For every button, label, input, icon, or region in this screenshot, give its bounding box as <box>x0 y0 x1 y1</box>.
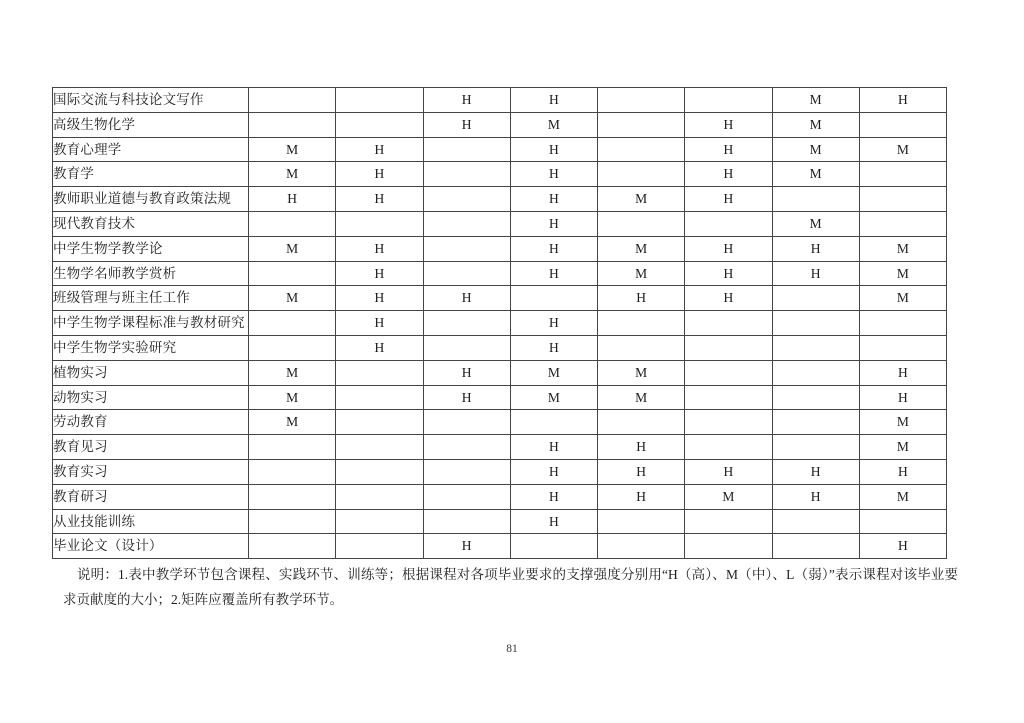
course-name-cell: 现代教育技术 <box>53 211 249 236</box>
support-level-cell <box>685 311 772 336</box>
support-level-cell: M <box>772 211 859 236</box>
support-level-cell <box>859 335 946 360</box>
support-level-cell: H <box>598 459 685 484</box>
support-level-cell <box>510 410 597 435</box>
support-level-cell <box>685 211 772 236</box>
support-level-cell: H <box>423 112 510 137</box>
course-name-cell: 教育研习 <box>53 484 249 509</box>
matrix-body <box>53 88 947 559</box>
support-level-cell <box>423 435 510 460</box>
support-level-cell: H <box>336 137 423 162</box>
support-level-cell: H <box>423 360 510 385</box>
support-level-cell <box>423 236 510 261</box>
support-level-cell: H <box>598 286 685 311</box>
support-level-cell: H <box>859 88 946 113</box>
support-level-cell <box>423 162 510 187</box>
support-level-cell <box>859 311 946 336</box>
support-level-cell <box>598 410 685 435</box>
support-level-cell <box>598 162 685 187</box>
course-name-cell: 班级管理与班主任工作 <box>53 286 249 311</box>
course-name-cell: 毕业论文（设计） <box>53 534 249 559</box>
support-level-cell: M <box>859 137 946 162</box>
support-level-cell: H <box>510 311 597 336</box>
page-number: 81 <box>506 643 518 655</box>
support-level-cell <box>859 162 946 187</box>
support-level-cell: H <box>510 88 597 113</box>
table-row <box>53 360 947 385</box>
course-name-cell: 动物实习 <box>53 385 249 410</box>
course-name-cell: 植物实习 <box>53 360 249 385</box>
support-level-cell: M <box>685 484 772 509</box>
support-level-cell: M <box>772 88 859 113</box>
table-row <box>53 112 947 137</box>
support-level-cell <box>423 484 510 509</box>
support-level-cell: H <box>423 385 510 410</box>
support-level-cell: M <box>859 286 946 311</box>
table-row <box>53 286 947 311</box>
support-level-cell <box>423 261 510 286</box>
support-level-cell: H <box>510 509 597 534</box>
support-level-cell <box>249 534 336 559</box>
support-level-cell: H <box>685 137 772 162</box>
support-level-cell: H <box>685 162 772 187</box>
support-level-cell: M <box>772 137 859 162</box>
support-level-cell: H <box>685 236 772 261</box>
support-level-cell: H <box>510 187 597 212</box>
support-level-cell: M <box>859 484 946 509</box>
support-level-cell: H <box>510 261 597 286</box>
support-level-cell <box>249 509 336 534</box>
course-name-cell: 教师职业道德与教育政策法规 <box>53 187 249 212</box>
table-row <box>53 211 947 236</box>
support-level-cell: M <box>249 286 336 311</box>
support-level-cell <box>772 335 859 360</box>
table-row <box>53 484 947 509</box>
table-row <box>53 335 947 360</box>
support-level-cell: H <box>772 236 859 261</box>
support-level-cell: H <box>510 137 597 162</box>
support-level-cell: M <box>598 261 685 286</box>
course-name-cell: 中学生物学实验研究 <box>53 335 249 360</box>
support-level-cell <box>249 261 336 286</box>
support-level-cell <box>598 335 685 360</box>
support-level-cell <box>336 385 423 410</box>
support-level-cell: H <box>510 435 597 460</box>
support-level-cell: H <box>772 459 859 484</box>
support-level-cell: M <box>859 261 946 286</box>
support-level-cell <box>336 509 423 534</box>
course-name-cell: 国际交流与科技论文写作 <box>53 88 249 113</box>
support-level-cell <box>859 509 946 534</box>
support-level-cell <box>598 211 685 236</box>
table-row <box>53 311 947 336</box>
support-level-cell: M <box>249 137 336 162</box>
support-level-cell: H <box>510 236 597 261</box>
support-level-cell: H <box>336 311 423 336</box>
support-level-cell: M <box>249 360 336 385</box>
support-level-cell <box>772 360 859 385</box>
support-level-cell <box>336 88 423 113</box>
support-level-cell: M <box>859 435 946 460</box>
course-name-cell: 从业技能训练 <box>53 509 249 534</box>
support-level-cell: H <box>423 88 510 113</box>
support-level-cell: H <box>772 484 859 509</box>
support-level-cell <box>598 88 685 113</box>
course-name-cell: 中学生物学课程标准与教材研究 <box>53 311 249 336</box>
table-row <box>53 410 947 435</box>
support-level-cell <box>249 311 336 336</box>
support-level-cell: H <box>336 261 423 286</box>
support-level-cell <box>772 385 859 410</box>
support-level-cell <box>336 112 423 137</box>
support-level-cell: H <box>336 286 423 311</box>
support-level-cell <box>249 211 336 236</box>
table-row <box>53 137 947 162</box>
course-name-cell: 高级生物化学 <box>53 112 249 137</box>
support-level-cell: H <box>510 211 597 236</box>
support-level-cell <box>859 187 946 212</box>
table-row <box>53 187 947 212</box>
support-level-cell: M <box>249 162 336 187</box>
support-level-cell <box>859 112 946 137</box>
table-row <box>53 261 947 286</box>
support-level-cell: H <box>510 459 597 484</box>
support-level-cell <box>423 137 510 162</box>
support-level-cell <box>685 435 772 460</box>
support-level-cell: M <box>510 112 597 137</box>
support-level-cell: H <box>685 459 772 484</box>
support-level-cell <box>423 211 510 236</box>
support-level-cell <box>772 311 859 336</box>
course-name-cell: 教育心理学 <box>53 137 249 162</box>
support-level-cell: M <box>598 187 685 212</box>
support-level-cell: H <box>336 162 423 187</box>
support-level-cell <box>685 534 772 559</box>
support-level-cell: H <box>772 261 859 286</box>
course-name-cell: 教育实习 <box>53 459 249 484</box>
support-level-cell: H <box>336 335 423 360</box>
support-level-cell <box>685 360 772 385</box>
course-name-cell: 中学生物学教学论 <box>53 236 249 261</box>
table-row <box>53 435 947 460</box>
course-name-cell: 生物学名师教学赏析 <box>53 261 249 286</box>
support-level-cell <box>423 459 510 484</box>
support-level-cell: H <box>510 335 597 360</box>
support-level-cell <box>423 187 510 212</box>
support-level-cell: H <box>859 360 946 385</box>
support-level-cell: M <box>772 112 859 137</box>
support-level-cell: M <box>598 385 685 410</box>
support-level-cell <box>685 410 772 435</box>
support-level-cell: H <box>423 286 510 311</box>
table-row <box>53 534 947 559</box>
support-level-cell <box>423 509 510 534</box>
support-level-cell <box>772 286 859 311</box>
support-level-cell <box>772 410 859 435</box>
support-level-cell <box>423 335 510 360</box>
support-level-cell <box>336 360 423 385</box>
support-level-cell: H <box>598 484 685 509</box>
support-level-cell: M <box>249 410 336 435</box>
support-level-cell <box>336 211 423 236</box>
support-level-cell <box>859 211 946 236</box>
course-name-cell: 教育学 <box>53 162 249 187</box>
support-level-cell <box>685 509 772 534</box>
support-level-cell <box>772 534 859 559</box>
support-level-cell: H <box>423 534 510 559</box>
support-level-cell: H <box>598 435 685 460</box>
support-level-cell: M <box>859 410 946 435</box>
support-level-cell <box>249 112 336 137</box>
support-level-cell <box>249 435 336 460</box>
support-level-cell <box>685 335 772 360</box>
support-level-cell <box>249 335 336 360</box>
support-level-cell: H <box>859 459 946 484</box>
table-row <box>53 459 947 484</box>
support-level-cell <box>598 534 685 559</box>
table-row <box>53 162 947 187</box>
support-level-cell: M <box>598 236 685 261</box>
support-level-cell <box>336 484 423 509</box>
support-level-cell <box>510 286 597 311</box>
table-footnote: 说明：1.表中教学环节包含课程、实践环节、训练等；根据课程对各项毕业要求的支撑强度分别用“H（高）、M（中）、L（弱）”表示课程对该毕业要求贡献度的大小；2.矩阵应覆盖所有教学环节。 <box>63 567 958 607</box>
support-level-cell: H <box>510 162 597 187</box>
support-level-cell <box>249 459 336 484</box>
support-level-cell <box>336 410 423 435</box>
support-level-cell: H <box>336 187 423 212</box>
support-level-cell: M <box>772 162 859 187</box>
support-level-cell: H <box>859 385 946 410</box>
support-level-cell: M <box>598 360 685 385</box>
support-level-cell: H <box>859 534 946 559</box>
support-level-cell <box>598 509 685 534</box>
support-level-cell: H <box>685 112 772 137</box>
table-row <box>53 88 947 113</box>
support-level-cell <box>598 137 685 162</box>
table-row <box>53 509 947 534</box>
support-level-cell <box>336 435 423 460</box>
support-level-cell <box>249 484 336 509</box>
support-level-cell: H <box>336 236 423 261</box>
support-level-cell <box>336 534 423 559</box>
support-level-cell <box>598 311 685 336</box>
course-name-cell: 劳动教育 <box>53 410 249 435</box>
support-level-cell: M <box>510 360 597 385</box>
support-level-cell: M <box>859 236 946 261</box>
table-row <box>53 385 947 410</box>
support-level-cell <box>685 88 772 113</box>
support-level-cell <box>772 187 859 212</box>
support-level-cell <box>598 112 685 137</box>
support-level-cell: M <box>249 236 336 261</box>
support-level-cell <box>685 385 772 410</box>
support-level-cell: M <box>510 385 597 410</box>
support-level-cell <box>336 459 423 484</box>
course-name-cell: 教育见习 <box>53 435 249 460</box>
support-level-cell <box>423 410 510 435</box>
support-level-cell: H <box>510 484 597 509</box>
course-support-matrix-table <box>52 87 947 559</box>
support-level-cell: H <box>249 187 336 212</box>
support-level-cell: M <box>249 385 336 410</box>
table-row <box>53 236 947 261</box>
support-level-cell <box>249 88 336 113</box>
support-level-cell: H <box>685 261 772 286</box>
support-level-cell <box>772 435 859 460</box>
support-level-cell: H <box>685 187 772 212</box>
support-level-cell <box>423 311 510 336</box>
support-level-cell <box>772 509 859 534</box>
support-level-cell: H <box>685 286 772 311</box>
support-level-cell <box>510 534 597 559</box>
